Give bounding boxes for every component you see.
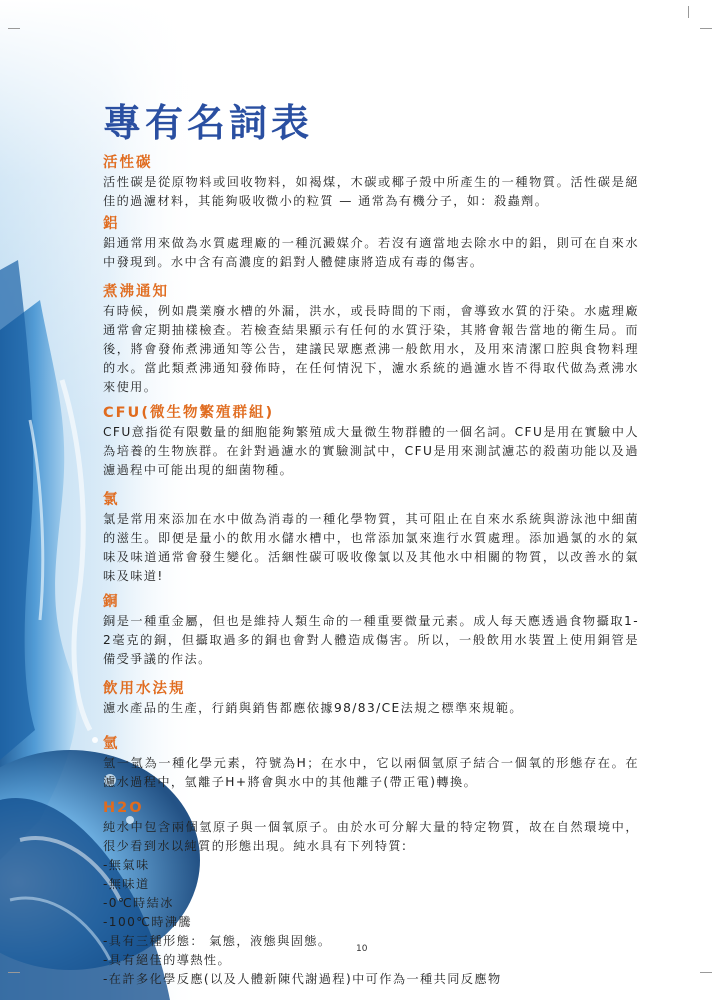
list-item: -100℃時沸騰 (103, 915, 193, 929)
crop-mark-top-right-vertical (688, 6, 689, 18)
term-aluminium: 鋁 (103, 216, 120, 232)
term-activated-carbon: 活性碳 (103, 155, 153, 171)
list-item: -0℃時結冰 (103, 896, 174, 910)
term-chlorine: 氯 (103, 492, 120, 508)
definition-h2o: 純水中包含兩個氫原子與一個氧原子。由於水可分解大量的特定物質，故在自然環境中，很少看到水以純質的形態出現。純水具有下列特質: (103, 820, 639, 853)
page-title: 專有名詞表 (103, 101, 314, 145)
glossary-content (103, 153, 639, 989)
list-item: -具有絕佳的導熱性。 (103, 953, 232, 967)
list-item: -在許多化學反應(以及人體新陳代謝過程)中可作為一種共同反應物 (103, 972, 502, 986)
definition-copper: 銅是一種重金屬，但也是維持人類生命的一種重要微量元素。成人每天應透過食物攝取1-2毫克的銅，但攝取過多的銅也會對人體造成傷害。所以，一般飲用水裝置上使用銅管是備受爭議的作法。 (103, 614, 639, 666)
definition-boil-notice: 有時候，例如農業廢水槽的外漏，洪水，或長時間的下雨，會導致水質的汙染。水處理廠通常會定期抽樣檢查。若檢查結果顯示有任何的水質汙染，其將會報告當地的衛生局。而後，將會發佈煮沸通知等公告，建議民眾應煮沸一般飲用水，及用來清潔口腔與食物料理的水。當此類煮沸通知發佈時，在任何情況下，濾水系統的過濾水皆不得取代做為煮沸水來使用。 (103, 304, 639, 394)
list-item: -具有三種形態： 氣態，液態與固態。 (103, 934, 332, 948)
term-copper: 銅 (103, 594, 120, 610)
term-h2o: H2O (103, 800, 144, 816)
h2o-properties-list (103, 856, 639, 989)
crop-mark-top-left (8, 28, 20, 29)
crop-mark-bottom-right (700, 972, 712, 973)
list-item: -無味道 (103, 877, 150, 891)
term-hydrogen: 氫 (103, 736, 120, 752)
page-number: 10 (356, 944, 368, 954)
definition-aluminium: 鋁通常用來做為水質處理廠的一種沉澱媒介。若沒有適當地去除水中的鋁，則可在自來水中發現到。水中含有高濃度的鋁對人體健康將造成有毒的傷害。 (103, 236, 639, 269)
definition-activated-carbon: 活性碳是從原物料或回收物料，如褐煤，木碳或椰子殼中所產生的一種物質。活性碳是絕佳的過濾材料，其能夠吸收微小的粒質 — 通常為有機分子，如：殺蟲劑。 (103, 175, 639, 208)
definition-cfu: CFU意指從有限數量的細胞能夠繁殖成大量微生物群體的一個名詞。CFU是用在實驗中人為培養的生物族群。在針對過濾水的實驗測試中，CFU是用來測試濾芯的殺菌功能以及過濾過程中可能出現的細菌物種。 (103, 425, 639, 477)
definition-hydrogen: 氫一氫為一種化學元素，符號為H；在水中，它以兩個氫原子結合一個氧的形態存在。在濾水過程中，氫離子H+將會與水中的其他離子(帶正電)轉換。 (103, 756, 639, 789)
definition-chlorine: 氯是常用來添加在水中做為消毒的一種化學物質，其可阻止在自來水系統與游泳池中細菌的滋生。即便是量小的飲用水儲水槽中，也常添加氯來進行水質處理。添加過氯的水的氣味及味道通常會發生變化。活綑性碳可吸收像氯以及其他水中相關的物質，以改善水的氣味及味道! (103, 512, 639, 583)
term-drinking-water-regulation: 飲用水法規 (103, 681, 186, 697)
definition-drinking-water-regulation: 濾水產品的生產，行銷與銷售都應依據98/83/CE法規之標準來規範。 (103, 701, 523, 715)
term-boil-notice: 煮沸通知 (103, 284, 169, 300)
crop-mark-bottom-left (8, 972, 20, 973)
crop-mark-top-right (700, 28, 712, 29)
term-cfu: CFU(微生物繁殖群組) (103, 405, 275, 421)
list-item: -無氣味 (103, 858, 150, 872)
